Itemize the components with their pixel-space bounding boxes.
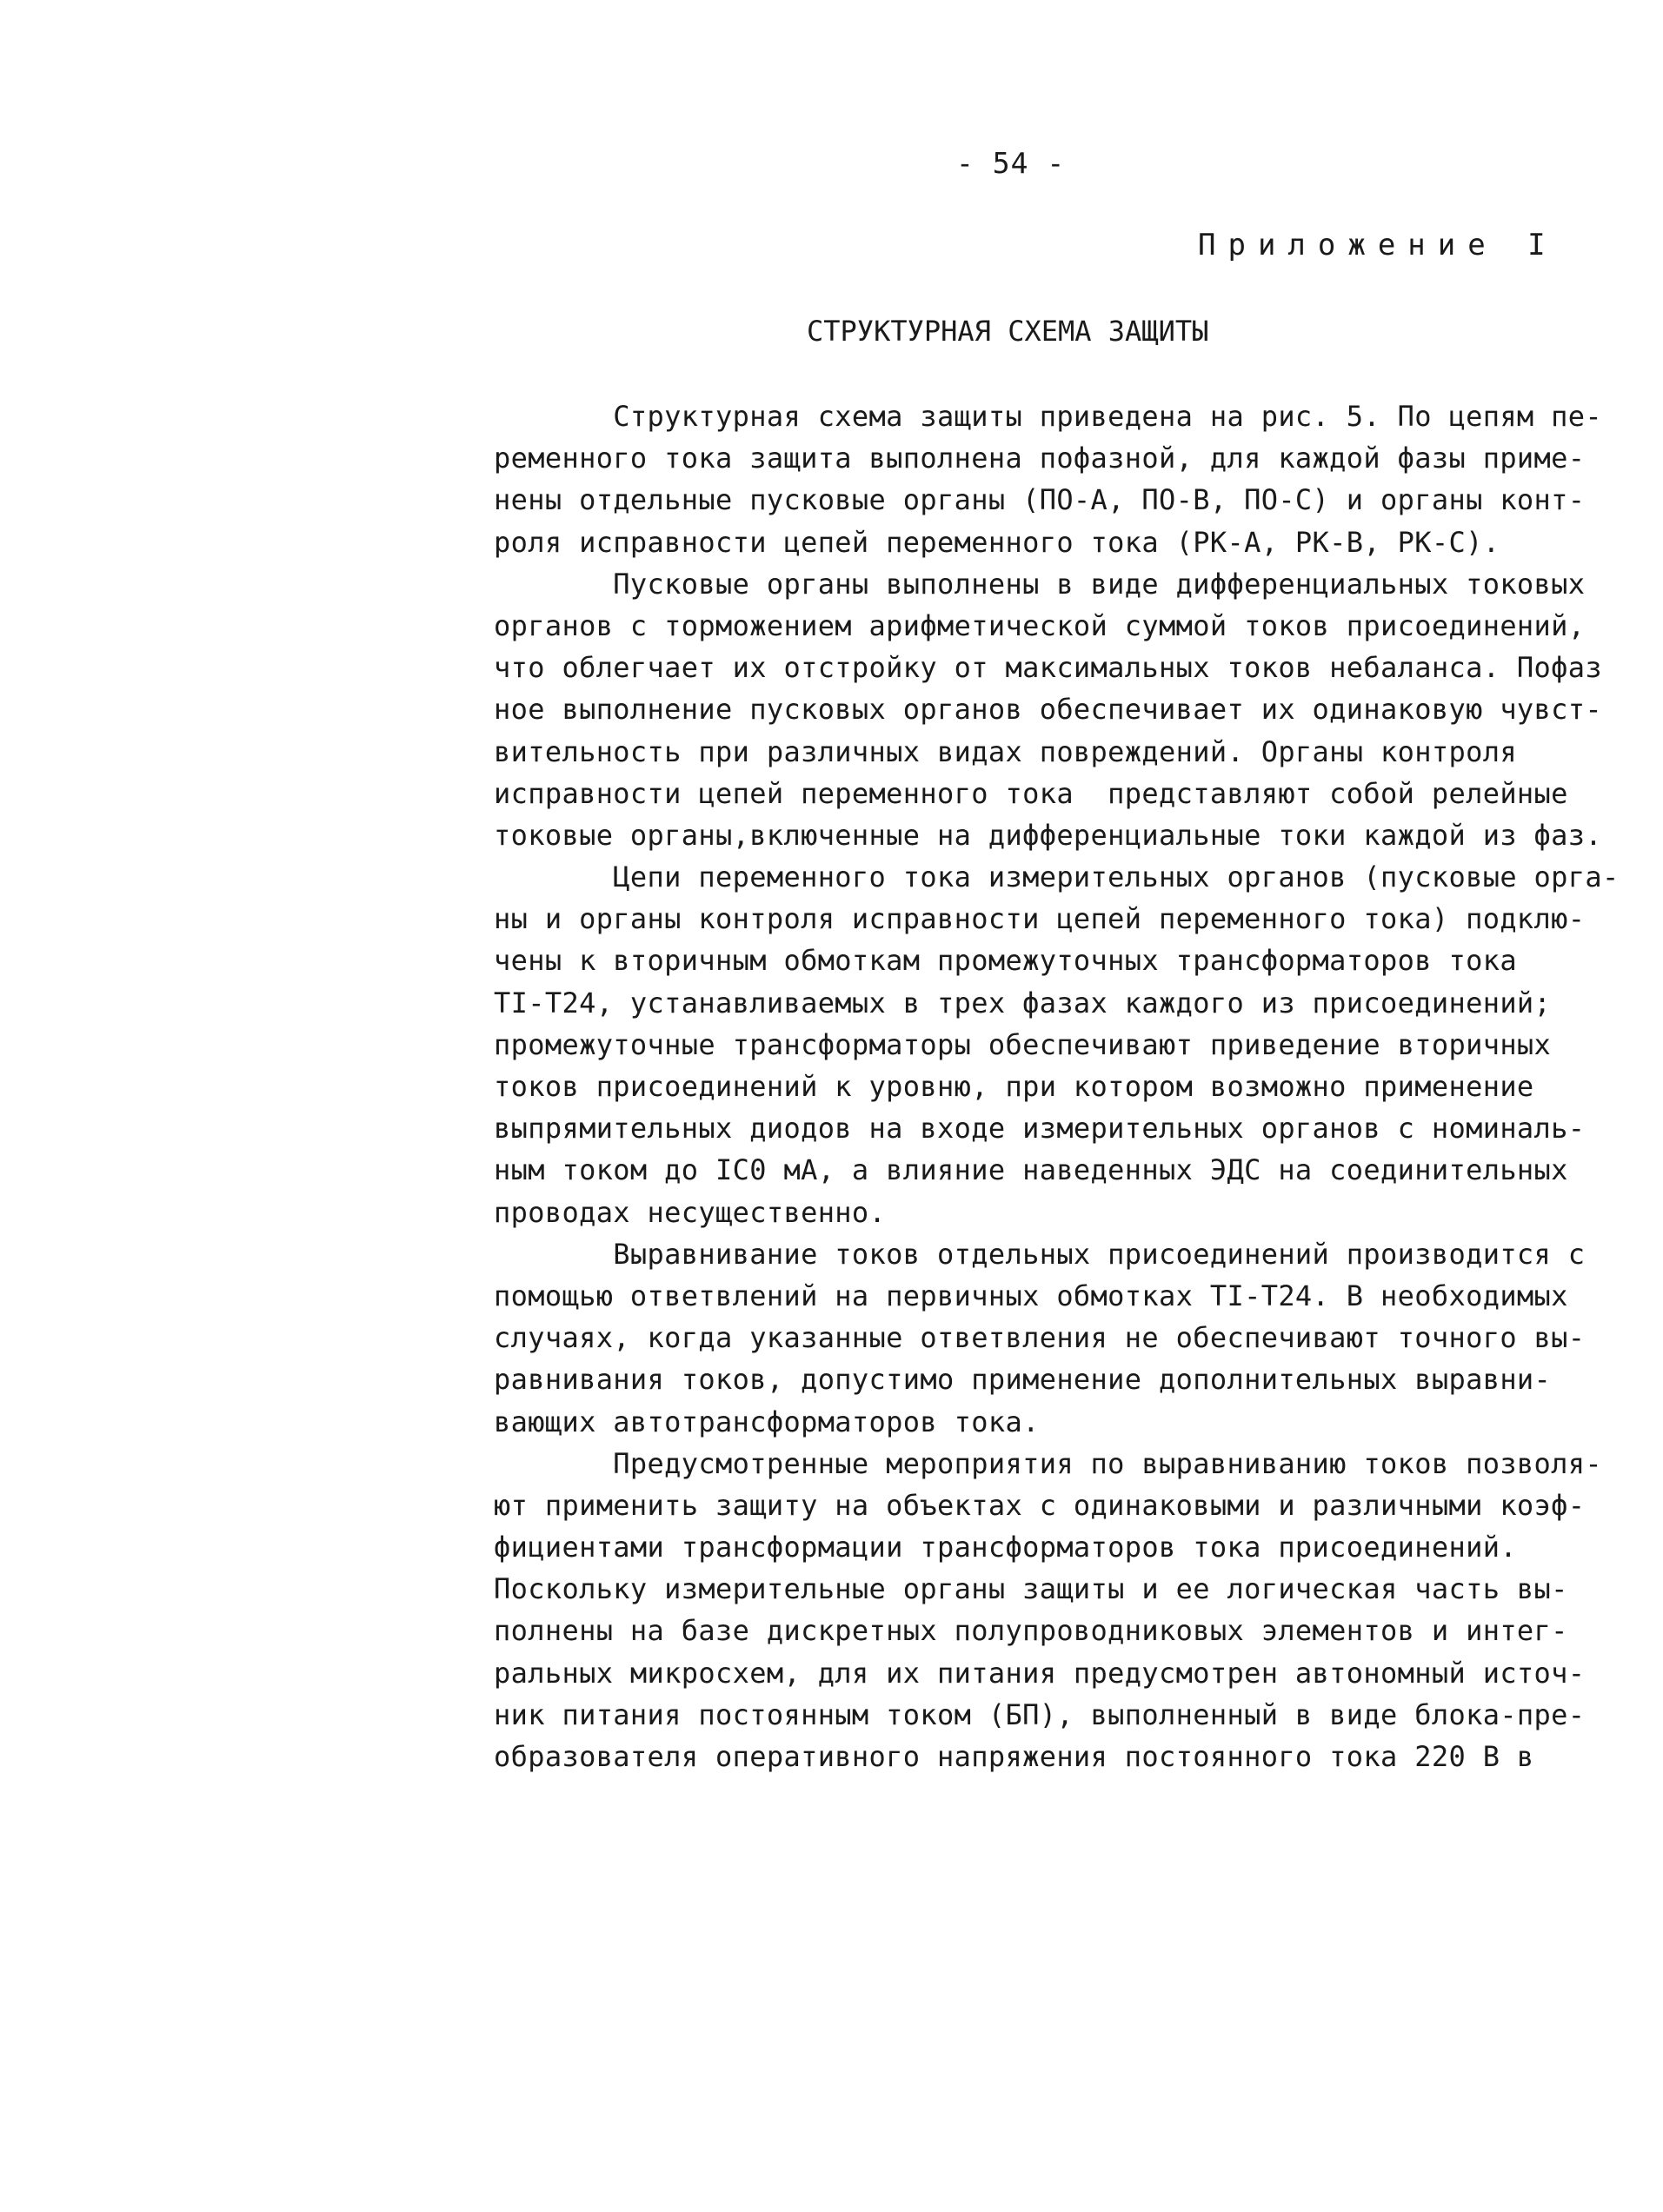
text-line: ное выполнение пусковых органов обеспечивает их одинаковую чувст- bbox=[494, 693, 1603, 727]
text-line: Предусмотренные мероприятия по выравниванию токов позволя- bbox=[494, 1446, 1603, 1480]
text-line: Цепи переменного тока измерительных органов (пусковые орга- bbox=[494, 860, 1620, 894]
text-line: Пусковые органы выполнены в виде дифференциальных токовых bbox=[494, 567, 1586, 601]
paragraph-3 bbox=[494, 856, 1624, 1233]
text-line: что облегчает их отстройку от максимальных токов небаланса. Пофаз bbox=[494, 651, 1603, 685]
body-text bbox=[494, 395, 1624, 1777]
text-line: ральных микросхем, для их питания предусмотрен автономный источ- bbox=[494, 1656, 1586, 1690]
text-line: роля исправности цепей переменного тока (РК-А, РК-В, РК-С). bbox=[494, 525, 1500, 559]
section-title: СТРУКТУРНАЯ СХЕМА ЗАЩИТЫ bbox=[807, 315, 1209, 348]
text-line: токовые органы,включенные на дифференциальные токи каждой из фаз. bbox=[494, 818, 1603, 852]
text-line: ют применить защиту на объектах с одинаковыми и различными коэф- bbox=[494, 1488, 1586, 1522]
page-number: - 54 - bbox=[956, 146, 1066, 180]
text-line: вающих автотрансформаторов тока. bbox=[494, 1405, 1040, 1438]
text-line: ник питания постоянным током (БП), выполненный в виде блока-пре- bbox=[494, 1697, 1586, 1731]
appendix-label: Приложение I bbox=[1198, 228, 1558, 262]
text-line: нены отдельные пусковые органы (ПО-А, ПО-В, ПО-С) и органы конт- bbox=[494, 483, 1586, 517]
text-line: проводах несущественно. bbox=[494, 1195, 887, 1229]
paragraph-2 bbox=[494, 563, 1624, 856]
text-line: TI-T24, устанавливаемых в трех фазах каждого из присоединений; bbox=[494, 986, 1552, 1020]
paragraph-4 bbox=[494, 1233, 1624, 1443]
text-line: случаях, когда указанные ответвления не обеспечивают точного вы- bbox=[494, 1321, 1586, 1355]
text-line: чены к вторичным обмоткам промежуточных трансформаторов тока bbox=[494, 944, 1517, 978]
text-line: равнивания токов, допустимо применение дополнительных выравни- bbox=[494, 1363, 1552, 1397]
text-line: вительность при различных видах повреждений. Органы контроля bbox=[494, 734, 1517, 768]
text-line: промежуточные трансформаторы обеспечивают приведение вторичных bbox=[494, 1027, 1552, 1061]
text-line: ным током до IC0 мА, а влияние наведенных ЭДС на соединительных bbox=[494, 1153, 1568, 1187]
text-line: образователя оперативного напряжения постоянного тока 220 В в bbox=[494, 1740, 1534, 1773]
text-line: Структурная схема защиты приведена на рис. 5. По цепям пе- bbox=[494, 400, 1603, 433]
text-line: Поскольку измерительные органы защиты и ее логическая часть вы- bbox=[494, 1572, 1568, 1606]
text-line: органов с торможением арифметической суммой токов присоединений, bbox=[494, 608, 1586, 642]
text-line: фициентами трансформации трансформаторов тока присоединений. bbox=[494, 1531, 1517, 1564]
text-line: исправности цепей переменного тока представляют собой релейные bbox=[494, 776, 1568, 810]
paragraph-5 bbox=[494, 1443, 1624, 1778]
text-line: Выравнивание токов отдельных присоединений производится с bbox=[494, 1237, 1586, 1271]
text-line: ременного тока защита выполнена пофазной, для каждой фазы приме- bbox=[494, 442, 1586, 475]
text-line: ны и органы контроля исправности цепей переменного тока) подклю- bbox=[494, 902, 1586, 936]
paragraph-1 bbox=[494, 395, 1624, 563]
text-line: токов присоединений к уровню, при котором возможно применение bbox=[494, 1070, 1534, 1103]
text-line: полнены на базе дискретных полупроводниковых элементов и интег- bbox=[494, 1614, 1568, 1648]
text-line: помощью ответвлений на первичных обмотках TI-T24. В необходимых bbox=[494, 1279, 1568, 1312]
text-line: выпрямительных диодов на входе измерительных органов с номиналь- bbox=[494, 1112, 1586, 1146]
